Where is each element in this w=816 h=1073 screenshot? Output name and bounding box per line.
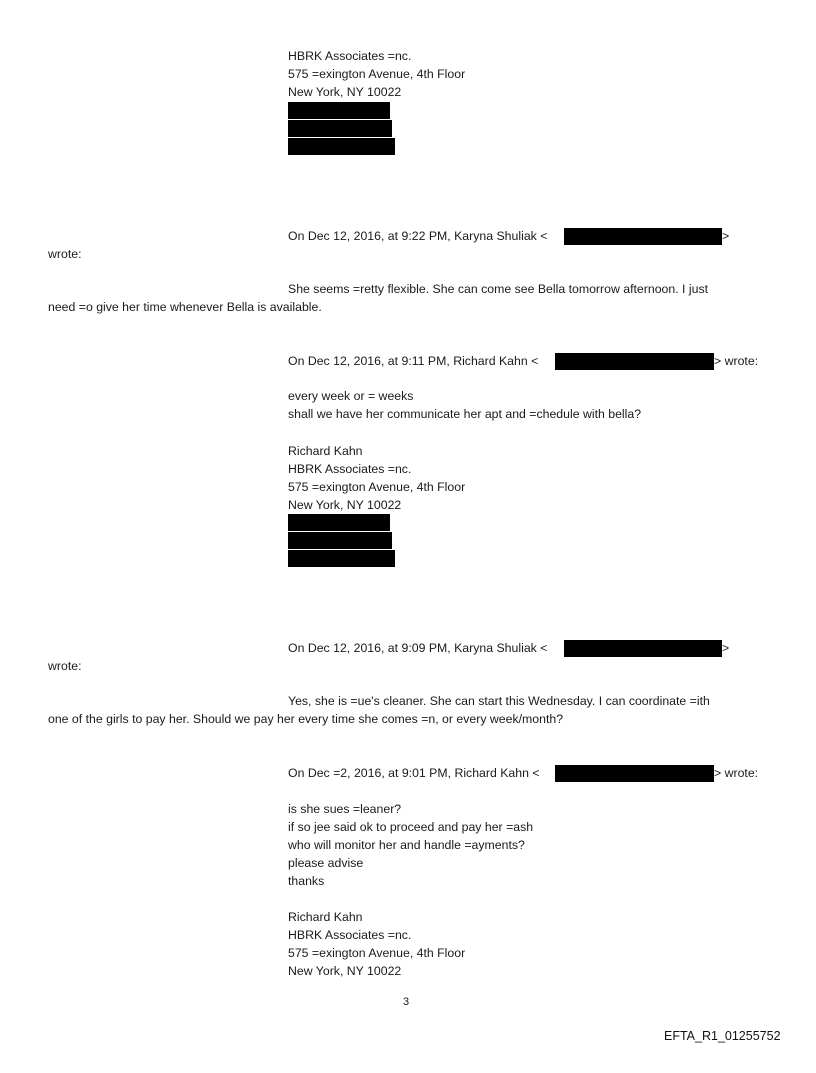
message-line: shall we have her communicate her apt and =chedule with bella? [288,407,642,421]
address-line: New York, NY 10022 [288,85,402,99]
message-line: need =o give her time whenever Bella is available. [48,300,322,314]
signature-line: New York, NY 10022 [288,964,402,978]
page-number: 3 [403,996,410,1008]
redaction-bar [288,120,392,137]
redaction-bar [288,138,395,155]
email-header-end: > wrote: [714,766,759,780]
address-line: HBRK Associates =nc. [288,49,412,63]
email-header: On Dec 12, 2016, at 9:09 PM, Karyna Shuliak < [288,641,548,655]
email-header: On Dec 12, 2016, at 9:22 PM, Karyna Shuliak < [288,229,548,243]
message-line: Yes, she is =ue's cleaner. She can start this Wednesday. I can coordinate =ith [288,694,710,708]
message-line: one of the girls to pay her. Should we pay her every time she comes =n, or every week/month? [48,712,564,726]
email-header-end: > [722,229,730,243]
redaction-bar [288,550,395,567]
message-line: every week or = weeks [288,389,414,403]
email-header-end: > wrote: [714,354,759,368]
signature-line: Richard Kahn [288,444,363,458]
redaction-bar [288,514,390,531]
email-header: On Dec 12, 2016, at 9:11 PM, Richard Kahn < [288,354,539,368]
redaction-bar [564,228,722,245]
redaction-bar [288,532,392,549]
message-line: She seems =retty flexible. She can come see Bella tomorrow afternoon. I just [288,282,709,296]
address-line: 575 =exington Avenue, 4th Floor [288,67,466,81]
signature-line: 575 =exington Avenue, 4th Floor [288,946,466,960]
message-line: thanks [288,874,325,888]
signature-line: HBRK Associates =nc. [288,462,412,476]
redaction-bar [555,353,714,370]
signature-line: New York, NY 10022 [288,498,402,512]
redaction-bar [288,102,390,119]
email-header: On Dec =2, 2016, at 9:01 PM, Richard Kahn < [288,766,540,780]
message-line: who will monitor her and handle =ayments? [288,838,525,852]
email-header-end: > [722,641,730,655]
signature-line: 575 =exington Avenue, 4th Floor [288,480,466,494]
signature-line: HBRK Associates =nc. [288,928,412,942]
wrote-label: wrote: [48,659,82,673]
message-line: is she sues =leaner? [288,802,402,816]
signature-line: Richard Kahn [288,910,363,924]
message-line: please advise [288,856,364,870]
document-id: EFTA_R1_01255752 [664,1029,781,1043]
wrote-label: wrote: [48,247,82,261]
redaction-bar [555,765,714,782]
redaction-bar [564,640,722,657]
message-line: if so jee said ok to proceed and pay her =ash [288,820,534,834]
